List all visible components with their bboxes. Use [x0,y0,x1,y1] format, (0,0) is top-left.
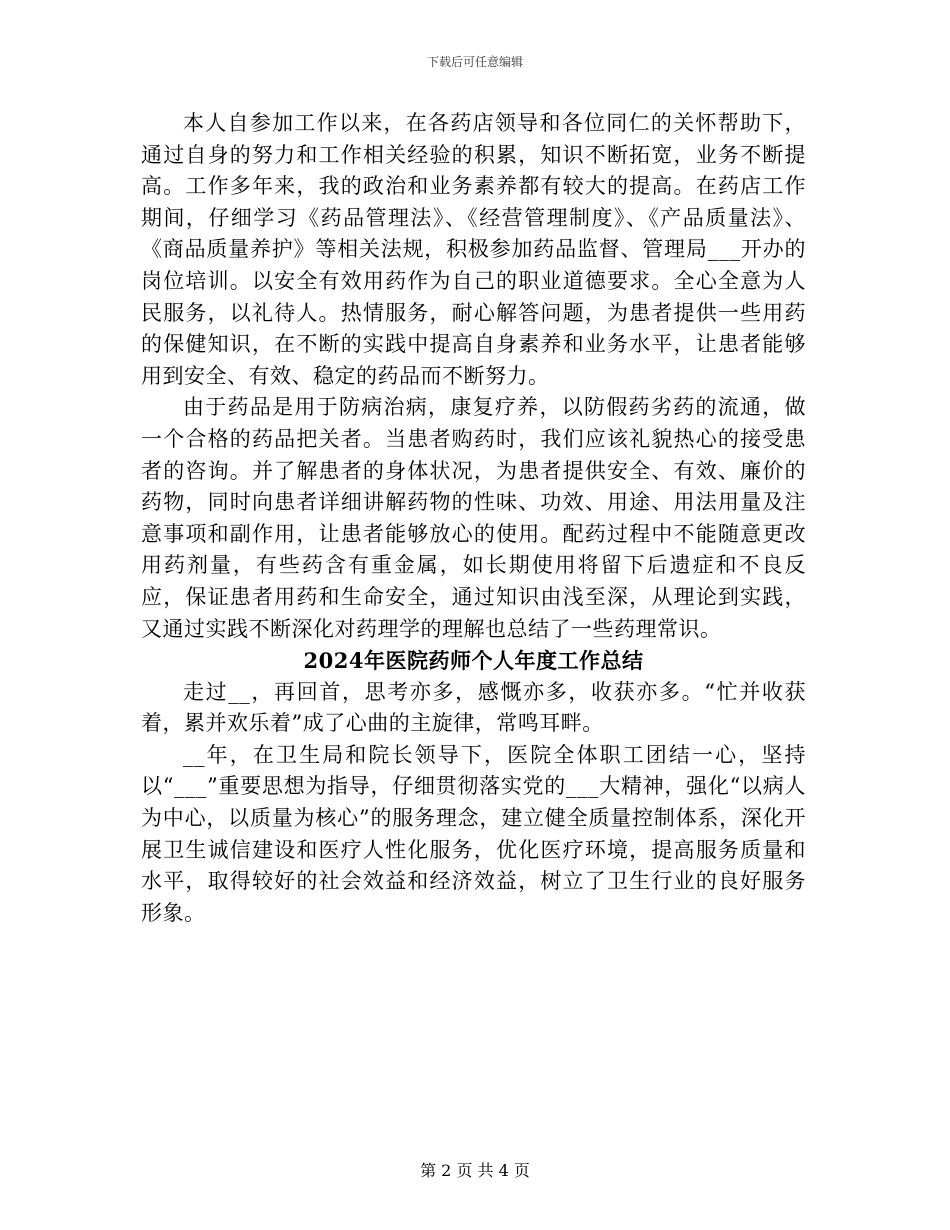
paragraph-hospital-summary: __年，在卫生局和院长领导下，医院全体职工团结一心，坚持以“___”重要思想为指导，仔细贯彻落实党的___大精神，强化“以病人为中心，以质量为核心”的服务理念，建立健全质量控制体系，深化开展卫生诚信建设和医疗人性化服务，优化医疗环境，提高服务质量和水平，取得较好的社会效益和经济效益，树立了卫生行业的良好服务形象。 [141,742,806,925]
paragraph-drug-quality: 由于药品是用于防病治病，康复疗养，以防假药劣药的流通，做一个合格的药品把关者。当患者购药时，我们应该礼貌热心的接受患者的咨询。并了解患者的身体状况，为患者提供安全、有效、廉价的药物，同时向患者详细讲解药物的性味、功效、用途、用法用量及注意事项和副作用，让患者能够放心的使用。配药过程中不能随意更改用药剂量，有些药含有重金属，如长期使用将留下后遗症和不良反应，保证患者用药和生命安全，通过知识由浅至深，从理论到实践，又通过实践不断深化对药理学的理解也总结了一些药理常识。 [141,395,806,641]
section-title: 2024年医院药师个人年度工作总结 [303,648,644,674]
page-header-note: 下载后可任意编辑 [426,55,523,69]
paragraph-pharmacy-work: 本人自参加工作以来，在各药店领导和各位同仁的关怀帮助下，通过自身的努力和工作相关经验的积累，知识不断拓宽，业务不断提高。工作多年来，我的政治和业务素养都有较大的提高。在药店工作期间，仔细学习《药品管理法》、《经营管理制度》、《产品质量法》、《商品质量养护》等相关法规，积极参加药品监督、管理局___开办的岗位培训。以安全有效用药作为自己的职业道德要求。全心全意为人民服务，以礼待人。热情服务，耐心解答问题，为患者提供一些用药的保健知识，在不断的实践中提高自身素养和业务水平，让患者能够用到安全、有效、稳定的药品而不断努力。 [141,111,806,388]
page-number-footer: 第 2 页 共 4 页 [420,1161,530,1180]
document-body [141,108,806,929]
paragraph-looking-back: 走过__，再回首，思考亦多，感慨亦多，收获亦多。“忙并收获着，累并欢乐着”成了心曲的主旋律，常鸣耳畔。 [141,679,806,736]
